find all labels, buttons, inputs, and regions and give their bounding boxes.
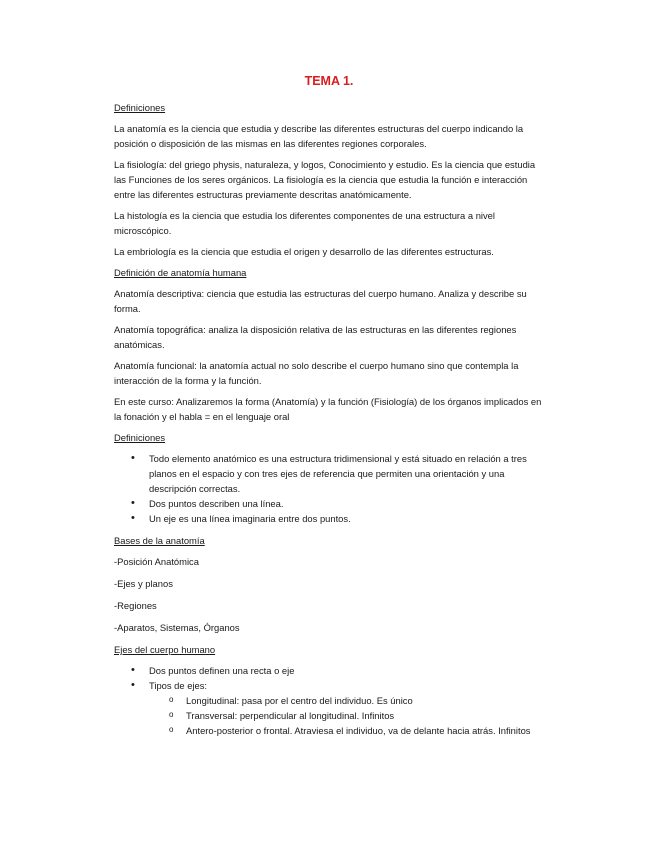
list-item [114,678,544,738]
tipos-ejes-sublist [149,693,544,738]
section-heading-definiciones: Definiciones [114,102,166,113]
bases-line: -Aparatos, Sistemas, Órganos [114,622,240,633]
bases-line: -Regiones [114,600,157,611]
document-page [114,74,544,745]
list-item: • Dos puntos describen una línea. [114,496,544,511]
document-title: TEMA 1. [304,74,354,88]
section-heading-anatomia-humana: Definición de anatomía humana [114,267,247,278]
paragraph-anatomia-topografica: Anatomía topográfica: analiza la disposición relativa de las estructuras en las diferentes regiones anatómicas. [114,324,517,350]
bases-line: -Ejes y planos [114,578,173,589]
section-heading-bases: Bases de la anatomía [114,535,205,546]
sublist-item: o Longitudinal: pasa por el centro del individuo. Es único [149,693,544,708]
list-item-label: Tipos de ejes: [149,680,208,691]
paragraph-anatomia-funcional: Anatomía funcional: la anatomía actual no solo describe el cuerpo humano sino que contempla la interacción de la forma y la función. [114,360,519,386]
section-heading-definiciones-2: Definiciones [114,432,166,443]
paragraph-anatomia-descriptiva: Anatomía descriptiva: ciencia que estudia las estructuras del cuerpo humano. Analiza y describe su forma. [114,288,527,314]
paragraph-fisiologia: La fisiología: del griego physis, naturaleza, y logos, Conocimiento y estudio. Es la ciencia que estudia las Funciones de los seres orgánicos. La fisiología es la ciencia que estudia la función e interacción entre las diferentes estructuras previamente descritas anatómicamente. [114,159,536,200]
paragraph-histologia: La histología es la ciencia que estudia los diferentes componentes de una estructura a nivel microscópico. [114,210,495,236]
bases-line: -Posición Anatómica [114,556,199,567]
paragraph-embriologia: La embriología es la ciencia que estudia el origen y desarrollo de las diferentes estructuras. [114,246,494,257]
list-item: • Dos puntos definen una recta o eje [114,663,544,678]
ejes-list [114,663,544,738]
list-item: • Todo elemento anatómico es una estructura tridimensional y está situado en relación a tres planos en el espacio y con tres ejes de referencia que permiten una orientación y una descripción correctas. [114,451,544,496]
list-item: • Un eje es una línea imaginaria entre dos puntos. [114,511,544,526]
section-heading-ejes: Ejes del cuerpo humano [114,644,216,655]
paragraph-anatomia: La anatomía es la ciencia que estudia y describe las diferentes estructuras del cuerpo indicando la posición o disposición de las mismas en las diferentes regiones corporales. [114,123,524,149]
sublist-item: o Antero-posterior o frontal. Atraviesa el individuo, va de delante hacia atrás. Infinitos [149,723,544,738]
paragraph-este-curso: En este curso: Analizaremos la forma (Anatomía) y la función (Fisiología) de los órganos implicados en la fonación y el habla = en el lenguaje oral [114,396,542,422]
definiciones-list [114,451,544,526]
sublist-item: o Transversal: perpendicular al longitudinal. Infinitos [149,708,544,723]
